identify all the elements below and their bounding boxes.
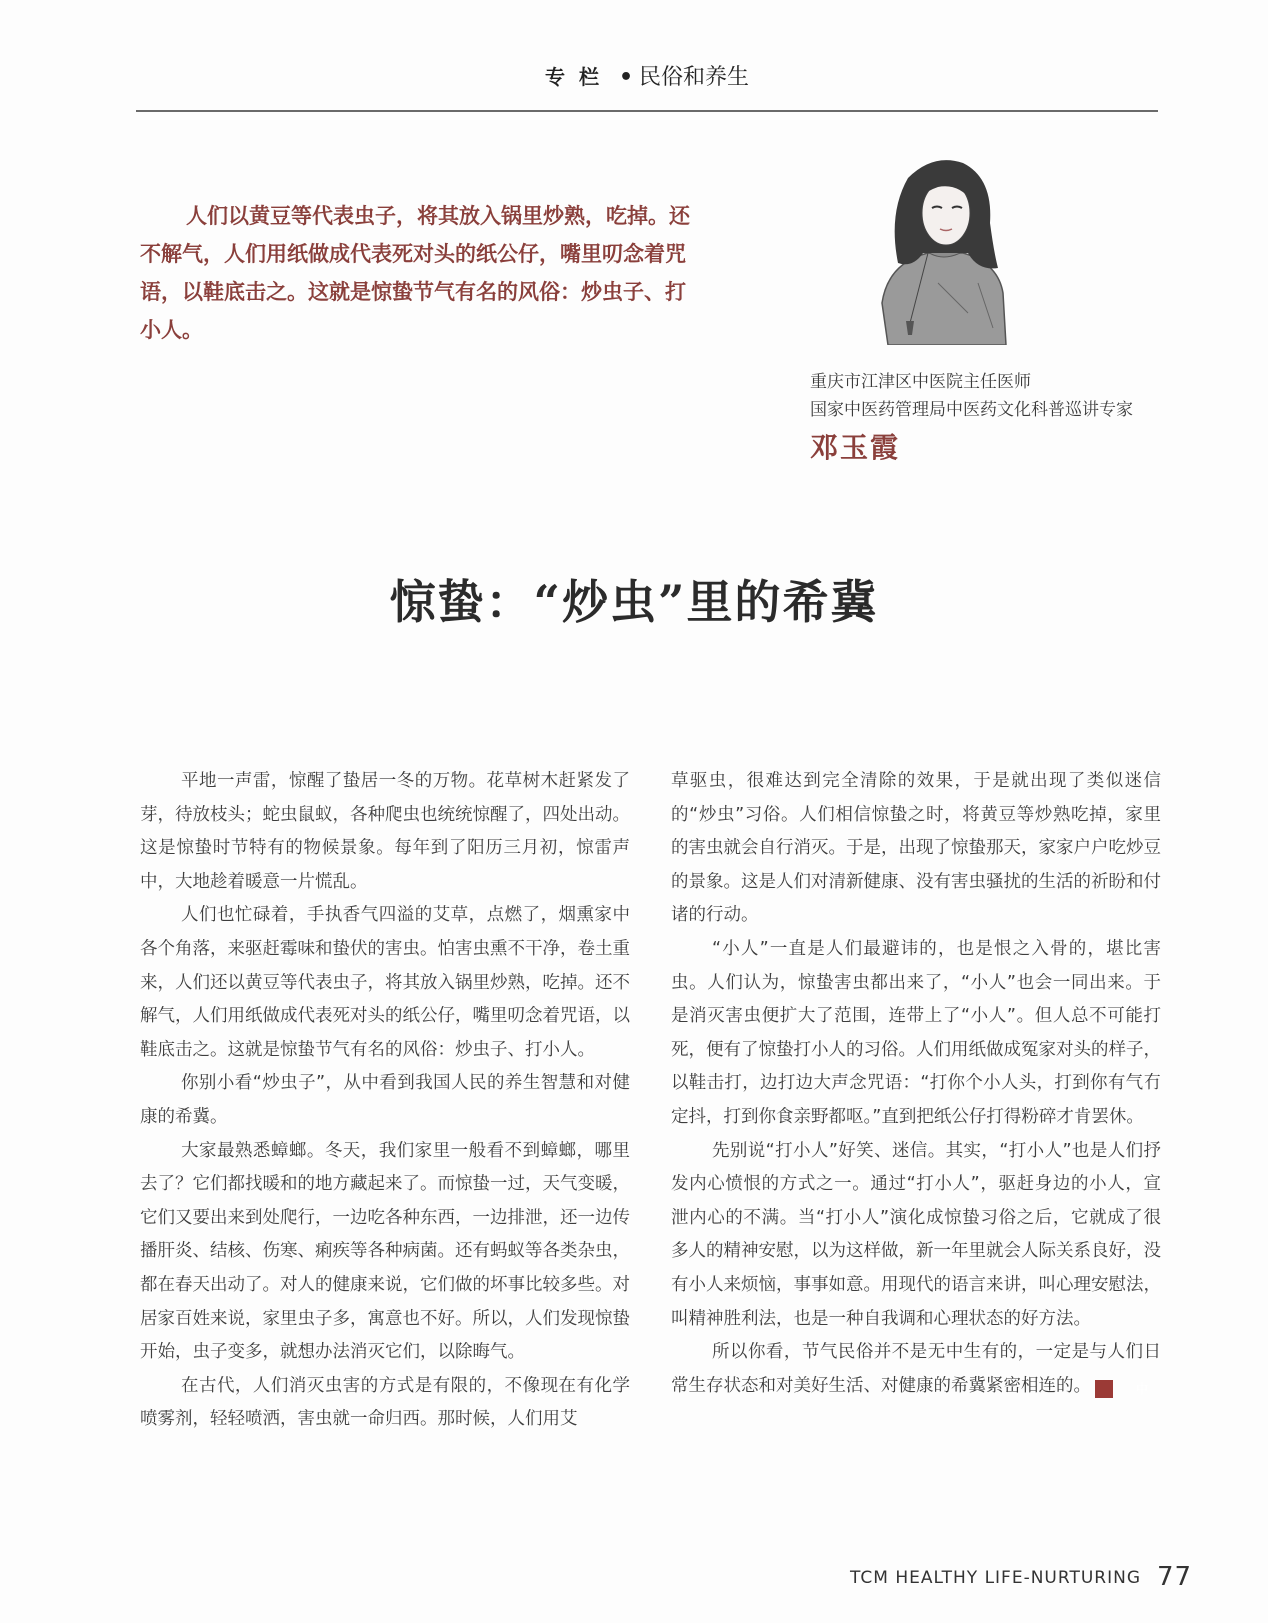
header-separator: • <box>618 65 634 90</box>
paragraph: 先别说“打小人”好笑、迷信。其实，“打小人”也是人们抒发内心愤恨的方式之一。通过“打小人”，驱赶身边的小人，宣泄内心的不满。当“打小人”演化成惊蛰习俗之后，它就成了很多人的精神安慰，以为这样做，新一年里就会人际关系良好，没有小人来烦恼，事事如意。用现代的语言来讲，叫心理安慰法，叫精神胜利法，也是一种自我调和心理状态的好方法。 <box>671 1140 1161 1329</box>
final-paragraph-text: 所以你看，节气民俗并不是无中生有的，一定是与人们日常生存状态和对美好生活、对健康的希冀紧密相连的。 <box>671 1342 1161 1396</box>
author-title-hospital: 重庆市江津区中医院主任医师 <box>810 372 1031 392</box>
article-column-right <box>671 765 1161 1403</box>
pull-quote: 人们以黄豆等代表虫子，将其放入锅里炒熟，吃掉。还不解气，人们用纸做成代表死对头的纸公仔，嘴里叨念着咒语，以鞋底击之。这就是惊蛰节气有名的风俗：炒虫子、打小人。 <box>140 204 690 342</box>
paragraph-final <box>671 1336 1161 1403</box>
author-name: 邓玉霞 <box>810 431 901 464</box>
article-title: 惊蛰：“炒虫”里的希冀 <box>389 575 879 629</box>
end-mark-icon: 中 <box>1095 1380 1113 1398</box>
journal-name: TCM HEALTHY LIFE-NURTURING <box>850 1568 1141 1588</box>
column-header <box>136 60 1158 91</box>
paragraph: 大家最熟悉蟑螂。冬天，我们家里一般看不到蟑螂，哪里去了？它们都找暖和的地方藏起来了。而惊蛰一过，天气变暖，它们又要出来到处爬行，一边吃各种东西，一边排泄，还一边传播肝炎、结核、伤寒、痢疾等各种病菌。还有蚂蚁等各类杂虫，都在春天出动了。对人的健康来说，它们做的坏事比较多些。对居家百姓来说，家里虫子多，寓意也不好。所以，人们发现惊蛰开始，虫子变多，就想办法消灭它们，以除晦气。 <box>140 1140 630 1363</box>
header-rule <box>136 110 1158 112</box>
paragraph: 人们也忙碌着，手执香气四溢的艾草，点燃了，烟熏家中各个角落，来驱赶霉味和蛰伏的害虫。怕害虫熏不干净，卷土重来，人们还以黄豆等代表虫子，将其放入锅里炒熟，吃掉。还不解气，人们用纸做成代表死对头的纸公仔，嘴里叨念着咒语，以鞋底击之。这就是惊蛰节气有名的风俗：炒虫子、打小人。 <box>140 905 630 1060</box>
paragraph: 你别小看“炒虫子”，从中看到我国人民的养生智慧和对健康的希冀。 <box>140 1073 630 1127</box>
paragraph: “小人”一直是人们最避讳的，也是恨之入骨的，堪比害虫。人们认为，惊蛰害虫都出来了，“小人”也会一同出来。于是消灭害虫便扩大了范围，连带上了“小人”。但人总不可能打死，便有了惊蛰打小人的习俗。人们用纸做成冤家对头的样子，以鞋击打，边打边大声念咒语：“打你个小人头，打到你有气冇定抖，打到你食亲野都呕。”直到把纸公仔打得粉碎才肯罢休。 <box>671 938 1161 1127</box>
paragraph: 在古代，人们消灭虫害的方式是有限的，不像现在有化学喷雾剂，轻轻喷洒，害虫就一命归西。那时候，人们用艾 <box>140 1375 630 1430</box>
page-number: 77 <box>1157 1562 1193 1592</box>
article-column-left <box>140 765 630 1437</box>
page-footer <box>850 1562 1192 1592</box>
section-name: 民俗和养生 <box>639 65 750 90</box>
paragraph: 草驱虫，很难达到完全清除的效果，于是就出现了类似迷信的“炒虫”习俗。人们相信惊蛰之时，将黄豆等炒熟吃掉，家里的害虫就会自行消灭。于是，出现了惊蛰那天，家家户户吃炒豆的景象。这是人们对清新健康、没有害虫骚扰的生活的祈盼和付诸的行动。 <box>671 771 1161 926</box>
author-portrait <box>868 153 1008 345</box>
paragraph: 平地一声雷，惊醒了蛰居一冬的万物。花草树木赶紧发了芽，待放枝头；蛇虫鼠蚁，各种爬虫也统统惊醒了，四处出动。这是惊蛰时节特有的物候景象。每年到了阳历三月初，惊雷声中，大地趁着暖意一片慌乱。 <box>140 771 630 892</box>
author-info <box>810 368 1170 466</box>
column-label: 专栏 <box>544 65 613 89</box>
author-title-expert: 国家中医药管理局中医药文化科普巡讲专家 <box>810 400 1133 420</box>
portrait-illustration-icon <box>868 153 1008 345</box>
